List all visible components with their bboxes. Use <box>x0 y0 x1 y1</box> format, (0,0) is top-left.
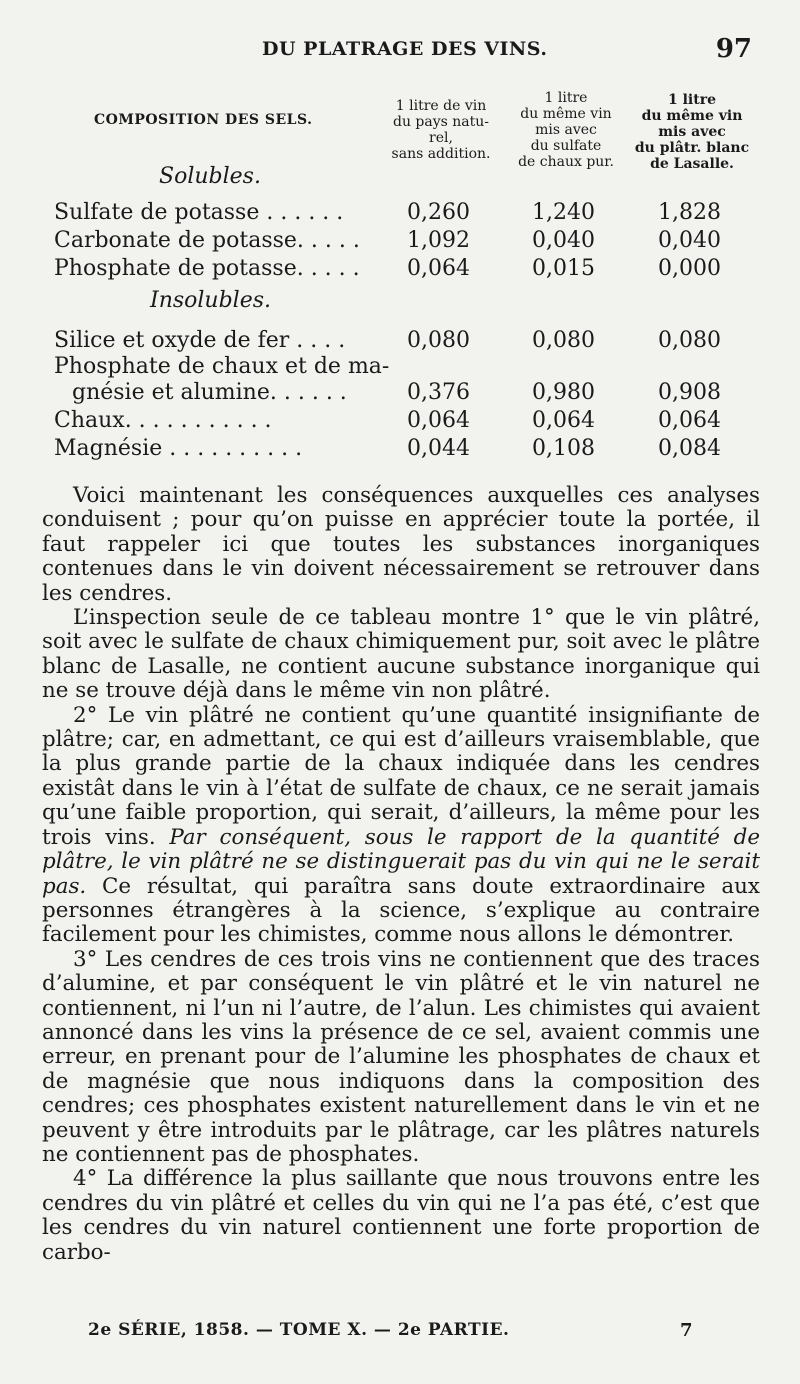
row-label: Phosphate de potasse. . . . . <box>54 256 360 281</box>
paragraph <box>42 704 760 948</box>
row-value-col3: 0,040 <box>658 228 721 253</box>
section-heading-solubles: Solubles. <box>159 164 261 189</box>
table-row <box>54 436 774 462</box>
table-row <box>54 200 774 226</box>
table-row <box>54 228 774 254</box>
row-value-col3: 0,908 <box>658 380 721 405</box>
row-value-col2: 0,040 <box>532 228 595 253</box>
row-label: Chaux. . . . . . . . . . . <box>54 408 272 433</box>
row-value-col1: 0,376 <box>407 380 470 405</box>
row-value-col3: 0,084 <box>658 436 721 461</box>
page-header <box>0 34 800 74</box>
row-value-col3: 0,000 <box>658 256 721 281</box>
row-label: gnésie et alumine. . . . . . <box>72 380 347 405</box>
row-value-col1: 0,064 <box>407 408 470 433</box>
column-header-pure-sulfate: 1 litre du même vin mis avec du sulfate de chaux pur. <box>518 90 614 170</box>
row-value-col3: 0,080 <box>658 328 721 353</box>
paragraph: Voici maintenant les conséquences auxquelles ces analyses conduisent ; pour qu’on puisse en apprécier toute la portée, il faut rappeler ici que toutes les substances inorganiques contenues dans le vin doivent nécessairement se retrouver dans les cendres. <box>42 483 760 606</box>
paragraph: 4° La différence la plus saillante que nous trouvons entre les cendres du vin plâtré et celles du vin qui ne l’a pas été, c’est que les cendres du vin naturel contiennent une forte proportion de carbo- <box>42 1166 760 1265</box>
table-row <box>54 408 774 434</box>
italic-passage: Par conséquent, sous le rapport de la quantité de plâtre, le vin plâtré ne se distinguerait pas du vin qui ne le serait pas. <box>42 824 760 899</box>
row-value-col2: 0,108 <box>532 436 595 461</box>
page-number: 97 <box>715 34 752 64</box>
table-row <box>54 354 774 380</box>
paragraph-text: 2° Le vin plâtré ne contient qu’une quantité insignifiante de plâtre; car, en admettant, ce qui est d’ailleurs vraisemblable, que la plus grande partie de la chaux indiquée dans les cendres existât dans le vin à l’état de sulfate de chaux, ce ne serait jamais qu’une faible proportion, qui serait, d’ailleurs, la même pour les trois vins. <box>42 702 760 850</box>
row-value-col3: 0,064 <box>658 408 721 433</box>
footer-sheet-number: 7 <box>680 1320 693 1341</box>
table-row <box>54 328 774 354</box>
footer-signature: 2e SÉRIE, 1858. — TOME X. — 2e PARTIE. <box>88 1320 510 1340</box>
table-row <box>54 380 774 406</box>
row-value-col3: 1,828 <box>658 200 721 225</box>
row-value-col2: 0,980 <box>532 380 595 405</box>
paragraph: 3° Les cendres de ces trois vins ne contiennent que des traces d’alumine, et par conséquent le vin plâtré et le vin naturel ne contiennent, ni l’un ni l’autre, de l’alun. Les chimistes qui avaient annoncé dans les vins la présence de ce sel, avaient commis une erreur, en prenant pour de l’alumine les phosphates de chaux et de magnésie que nous indiquons dans la composition des cendres; ces phosphates existent naturellement dans le vin et ne peuvent y être introduits par le plâtrage, car les plâtres naturels ne contiennent pas de phosphates. <box>42 946 760 1167</box>
row-label: Carbonate de potasse. . . . . <box>54 228 360 253</box>
row-label: Phosphate de chaux et de ma- <box>54 354 390 379</box>
row-label: Magnésie . . . . . . . . . . <box>54 436 303 461</box>
column-header-lasalle-plaster: 1 litre du même vin mis avec du plâtr. blanc de Lasalle. <box>634 92 750 172</box>
row-value-col2: 0,080 <box>532 328 595 353</box>
column-header-natural-wine: 1 litre de vin du pays natu- rel, sans addition. <box>391 98 491 162</box>
row-value-col2: 0,015 <box>532 256 595 281</box>
row-value-col1: 1,092 <box>407 228 470 253</box>
row-value-col1: 0,260 <box>407 200 470 225</box>
row-value-col2: 0,064 <box>532 408 595 433</box>
body-text <box>42 484 760 1265</box>
row-value-col1: 0,044 <box>407 436 470 461</box>
paragraph-text: Ce résultat, qui paraîtra sans doute extraordinaire aux personnes étrangères à la science, s’explique au contraire facilement pour les chimistes, comme nous allons le démontrer. <box>42 873 760 948</box>
running-title: DU PLATRAGE DES VINS. <box>262 38 548 60</box>
row-value-col2: 1,240 <box>532 200 595 225</box>
row-label: Silice et oxyde de fer . . . . <box>54 328 346 353</box>
table-row <box>54 256 774 282</box>
page-footer <box>0 1320 800 1350</box>
row-label: Sulfate de potasse . . . . . . <box>54 200 344 225</box>
table-label-header: COMPOSITION DES SELS. <box>94 112 313 128</box>
row-value-col1: 0,080 <box>407 328 470 353</box>
paragraph: L’inspection seule de ce tableau montre 1° que le vin plâtré, soit avec le sulfate de chaux chimiquement pur, soit avec le plâtre blanc de Lasalle, ne contient aucune substance inorganique qui ne se trouve déjà dans le même vin non plâtré. <box>42 605 760 704</box>
row-value-col1: 0,064 <box>407 256 470 281</box>
section-heading-insolubles: Insolubles. <box>150 288 272 313</box>
